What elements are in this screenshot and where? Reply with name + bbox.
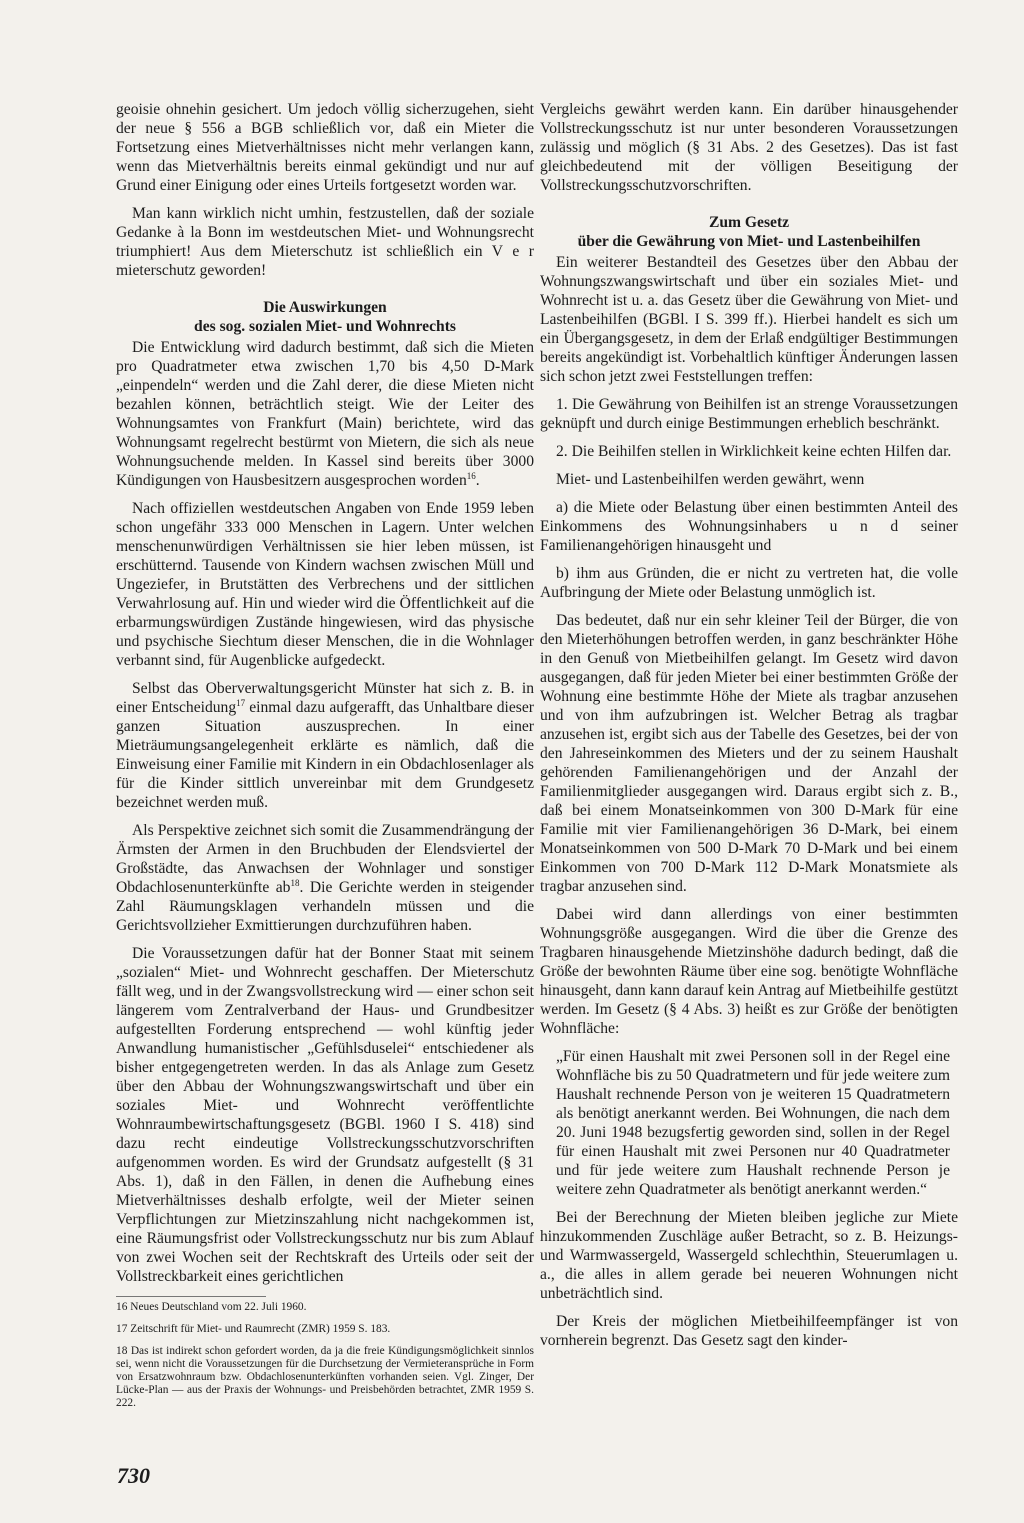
paragraph: Man kann wirklich nicht umhin, festzustellen, daß der soziale Gedanke à la Bonn im westdeutschen Miet- und Wohnungsrecht triumphiert! Aus dem Mieterschutz ist schließlich ein V e r mieterschutz geworden!: [116, 205, 534, 279]
section-heading: [540, 213, 958, 251]
paragraph-text: Selbst das Oberverwaltungsgericht Münster hat sich z. B. in einer Entscheidung: [116, 680, 534, 716]
heading-line: des sog. sozialen Miet- und Wohnrechts: [194, 318, 456, 335]
paragraph-text: einmal dazu aufgerafft, das Unhaltbare dieser ganzen Situation auszusprechen. In einer Mieträumungsangelegenheit erklärte es nämlich, daß die Einweisung einer Familie mit Kindern in ein Obdachlosenlager als für die Kinder sittlich unvereinbar mit dem Grundgesetz bezeichnet werden muß.: [116, 699, 534, 811]
footnote-ref: 18: [290, 877, 300, 888]
footnote-ref: 17: [236, 697, 246, 708]
paragraph: Die Entwicklung wird dadurch bestimmt, daß sich die Mieten pro Quadratmeter etwa zwischen 1,70 bis 4,50 D-Mark „einpendeln“ werden und die Zahl derer, die diese Mieten nicht bezahlen können, beträchtlich steigt. Wie der Leiter des Wohnungsamtes von Frankfurt (Main) berichtete, wird das Wohnungsamt regelrecht bestürmt von Mietern, die sich als neue Wohnungsuchende melden. In Kassel sind bereits über 3000 Kündigungen von Hausbesitzern ausgesprochen worden$^{16}$.: [116, 339, 534, 489]
paragraph-text: Die Entwicklung wird dadurch bestimmt, daß sich die Mieten pro Quadratmeter etwa zwischen 1,70 bis 4,50 D-Mark „einpendeln“ werden und die Zahl derer, die diese Mieten nicht bezahlen können, beträchtlich steigt. Wie der Leiter des Wohnungsamtes von Frankfurt (Main) berichtete, wird das Wohnungsamt regelrecht bestürmt von Mietern, die sich als neue Wohnungsuchende melden. In Kassel sind bereits über 3000 Kündigungen von Hausbesitzern ausgesprochen worden: [116, 339, 534, 489]
page-number: 730: [117, 1463, 150, 1488]
heading-line: über die Gewährung von Miet- und Lastenbeihilfen: [577, 233, 921, 250]
section-heading: [116, 298, 534, 336]
list-item: 2. Die Beihilfen stellen in Wirklichkeit keine echten Hilfen dar.: [556, 443, 952, 460]
paragraph: Der Kreis der möglichen Mietbeihilfeempfänger ist von vornherein begrenzt. Das Gesetz sagt den kinder-: [540, 1313, 958, 1349]
paragraph: [116, 679, 534, 812]
paragraph: Bei der Berechnung der Mieten bleiben jegliche zur Miete hinzukommenden Zuschläge außer Betracht, so z. B. Heizungs- und Warmwassergeld, Wassergeld schlechthin, Steuerumlagen u. a., die alles in allem gerade bei neueren Wohnungen nicht unbeträchtlich sind.: [540, 1209, 958, 1302]
footnote: 18 Das ist indirekt schon gefordert worden, da ja die freie Kündigungsmöglichkeit sinnlos sei, wenn nicht die Voraussetzungen für die Durchsetzung der Vermieteransprüche in Form von Ersatzwohnraum bzw. Obdachlosenunterkünften vorhanden seien. Vgl. Zinger, Der Lücke-Plan — aus der Praxis der Wohnungs- und Preisbehörden betrachtet, ZMR 1959 S. 222.: [116, 1345, 534, 1409]
paragraph-text: Als Perspektive zeichnet sich somit die Zusammendrängung der Ärmsten der Armen in den Bruchbuden der Elendsviertel der Großstädte, das Anwachsen der Wohnlager und sonstiger Obdachlosenunterkünfte ab: [116, 822, 534, 896]
paragraph: Dabei wird dann allerdings von einer bestimmten Wohnungsgröße ausgegangen. Wird die über die Grenze des Tragbaren hinausgehende Mietzinshöhe dadurch bedingt, daß die Größe der bewohnten Räume über eine sog. benötigte Wohnfläche hinausgeht, dann kann darauf kein Antrag auf Mietbeihilfe gestützt werden. Im Gesetz (§ 4 Abs. 3) heißt es zur Größe der benötigten Wohnfläche:: [540, 906, 958, 1037]
block-quote: „Für einen Haushalt mit zwei Personen soll in der Regel eine Wohnfläche bis zu 50 Quadratmetern und für jede weitere zum Haushalt rechnende Person von je weiteren 15 Quadratmetern als benötigt anerkannt werden. Bei Wohnungen, die nach dem 20. Juni 1948 bezugsfertig geworden sind, sollen in der Regel für einen Haushalt mit zwei Personen nur 40 Quadratmeter und für jede weitere zum Haushalt rechnende Person je weitere zehn Quadratmeter als benötigt anerkannt werden.“: [556, 1048, 950, 1198]
heading-line: Zum Gesetz: [708, 214, 790, 231]
left-column: [116, 100, 534, 1419]
paragraph: Ein weiterer Bestandteil des Gesetzes über den Abbau der Wohnungszwangswirtschaft und über ein soziales Miet- und Wohnrecht ist u. a. das Gesetz über die Gewährung von Miet- und Lastenbeihilfen (BGBl. I S. 399 ff.). Hierbei handelt es sich um ein Übergangsgesetz, in dem der Erlaß endgültiger Bestimmungen bereits angekündigt ist. Vorbehaltlich künftiger Änderungen lassen sich schon jetzt zwei Feststellungen treffen:: [540, 254, 958, 385]
paragraph: geoisie ohnehin gesichert. Um jedoch völlig sicherzugehen, sieht der neue § 556 a BGB schließlich vor, daß ein Mieter die Fortsetzung eines Mietverhältnisses nicht mehr verlangen kann, wenn das Mietverhältnis bereits einmal gekündigt und nur auf Grund einer Einigung oder eines Urteils fortgesetzt worden war.: [116, 101, 534, 194]
paragraph-text: . Die Gerichte werden in steigender Zahl Räumungsklagen verhandeln müssen und die Gerichtsvollzieher Exmittierungen durchzuführen haben.: [116, 879, 535, 934]
heading-line: Die Auswirkungen: [263, 299, 387, 316]
list-item: a) die Miete oder Belastung über einen bestimmten Anteil des Einkommens des Wohnungsinhabers u n d seiner Familienangehörigen hinausgeht und: [540, 499, 958, 554]
list-item: b) ihm aus Gründen, die er nicht zu vertreten hat, die volle Aufbringung der Miete oder Belastung unmöglich ist.: [540, 565, 958, 601]
paragraph: Vergleichs gewährt werden kann. Ein darüber hinausgehender Vollstreckungsschutz ist nur unter besonderen Voraussetzungen zulässig und möglich (§ 31 Abs. 2 des Gesetzes). Das ist fast gleichbedeutend mit der völligen Beseitigung der Vollstreckungsschutzvorschriften.: [540, 101, 958, 194]
right-column: [540, 100, 958, 1359]
paragraph: [116, 821, 534, 935]
footnote: 17 Zeitschrift für Miet- und Raumrecht (ZMR) 1959 S. 183.: [116, 1323, 391, 1335]
footnote-ref: 16: [466, 470, 476, 481]
paragraph: Die Voraussetzungen dafür hat der Bonner Staat mit seinem „sozialen“ Miet- und Wohnrecht geschaffen. Der Mieterschutz fällt weg, und in der Zwangsvollstreckung wird — einer schon seit längerem vom Zentralverband der Haus- und Grundbesitzer aufgestellten Forderung entsprechend — wohl künftig jeder Anwandlung humanistischer „Gefühlsduselei“ entschiedener als bisher entgegengetreten werden. In das als Anlage zum Gesetz über den Abbau der Wohnungszwangswirtschaft und über ein soziales Miet- und Wohnrecht veröffentlichte Wohnraumbewirtschaftungsgesetz (BGBl. 1960 I S. 418) sind dazu recht eindeutige Vollstreckungsschutzvorschriften aufgenommen worden. Es wird der Grundsatz aufgestellt (§ 31 Abs. 1), daß in den Fällen, in denen die Aufhebung eines Mietverhältnisses deshalb erfolgte, weil der Mieter seinen Verpflichtungen zur Mietzinszahlung nicht nachgekommen ist, eine Räumungsfrist oder Vollstreckungsschutz nur bis zum Ablauf von zwei Wochen seit der Rechtskraft des Urteils oder seit der Vollstreckbarkeit eines gerichtlichen: [116, 945, 534, 1285]
list-item: 1. Die Gewährung von Beihilfen ist an strenge Voraussetzungen geknüpft und durch einige Bestimmungen erheblich beschränkt.: [540, 396, 958, 432]
footnote: 16 Neues Deutschland vom 22. Juli 1960.: [116, 1301, 307, 1313]
paragraph: Das bedeutet, daß nur ein sehr kleiner Teil der Bürger, die von den Mieterhöhungen betroffen werden, in ganz beschränkter Höhe in den Genuß von Mietbeihilfen gelangt. Im Gesetz wird davon ausgegangen, daß für jeden Mieter bei einer bestimmten Größe der Wohnung eine bestimmte Höhe der Miete als tragbar anzusehen und von ihm aufzubringen ist. Welcher Betrag als tragbar anzusehen ist, ergibt sich aus der Tabelle des Gesetzes, bei der von den Jahreseinkommen des Mieters und der zu seinem Haushalt gehörenden Familienangehörigen und der Anzahl der Familienmitglieder ausgegangen wird. Daraus ergibt sich z. B., daß bei einem Monatseinkommen von 300 D-Mark für eine Familie mit vier Familienangehörigen 36 D-Mark, bei einem Monatseinkommen von 500 D-Mark 70 D-Mark und bei einem Einkommen von 700 D-Mark 112 D-Mark Monatsmiete als tragbar anzusehen sind.: [540, 612, 958, 895]
paragraph: Miet- und Lastenbeihilfen werden gewährt, wenn: [556, 471, 865, 488]
paragraph: Nach offiziellen westdeutschen Angaben von Ende 1959 leben schon ungefähr 333 000 Menschen in Lagern. Unter welchen menschenunwürdigen Verhältnissen sie hier leben müssen, ist erschütternd. Tausende von Kindern wachsen zwischen Müll und Ungeziefer, in Brutstätten des Verbrechens und der sittlichen Verwahrlosung auf. Hin und wieder wird die Öffentlichkeit auf die erbarmungswürdigen Zustände hingewiesen, wird das physische und psychische Siechtum dieser Menschen, die in die Wohnlager verbannt sind, für Augenblicke aufgedeckt.: [116, 500, 534, 669]
